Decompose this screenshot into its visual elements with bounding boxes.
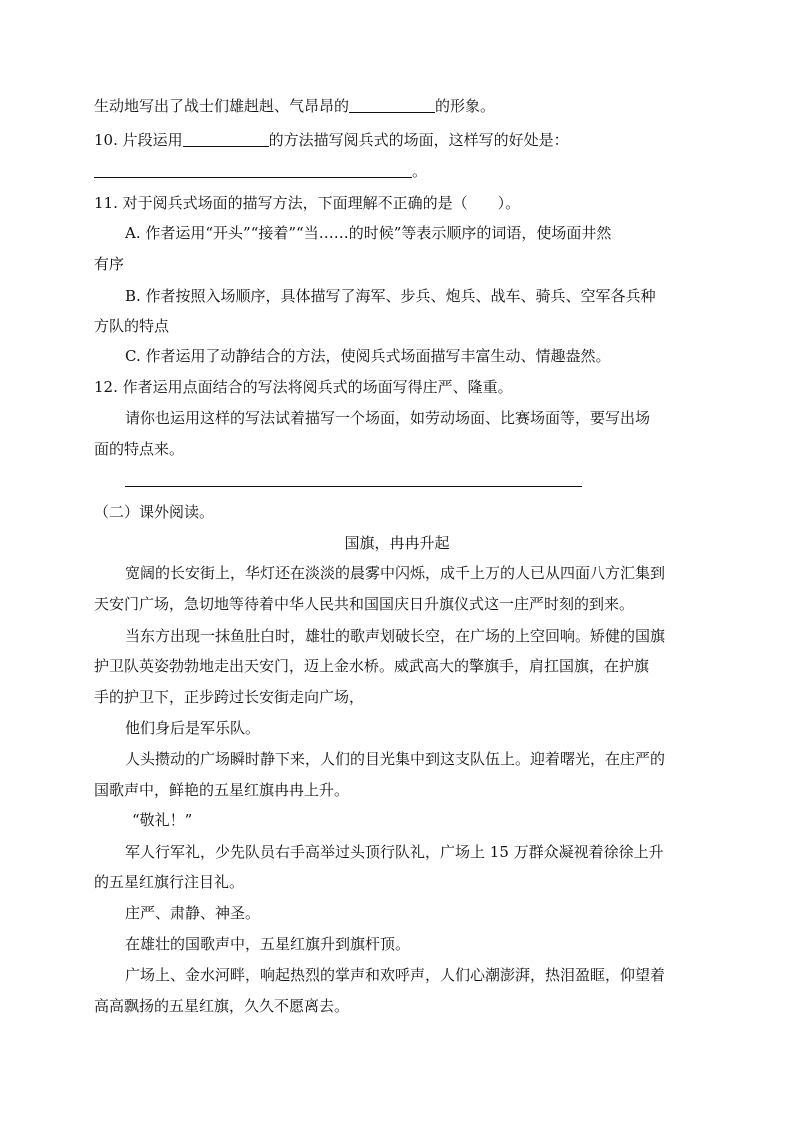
- passage-line: “敬礼！”: [132, 811, 193, 829]
- passage-line: 军人行军礼，少先队员右手高举过头顶行队礼，广场上 15 万群众凝视着徐徐上升: [125, 843, 664, 861]
- q9-text-before-blank: 生动地写出了战士们雄赳赳、气昂昂的: [94, 97, 350, 115]
- passage-line: 庄严、肃静、神圣。: [125, 904, 261, 922]
- q11-option-a: A. 作者运用“开头”“接着”“当……的时候”等表示顺序的词语，使场面井然: [125, 224, 612, 242]
- q12-stem: 12. 作者运用点面结合的写法将阅兵式的场面写得庄严、隆重。: [94, 378, 513, 396]
- passage-line: 广场上、金水河畔，响起热烈的掌声和欢呼声，人们心潮澎湃，热泪盈眶，仰望着: [125, 966, 666, 984]
- q11-option-c: C. 作者运用了动静结合的方法，使阅兵式场面描写丰富生动、情趣盎然。: [125, 347, 611, 365]
- section-heading: （二）课外阅读。: [94, 503, 215, 521]
- q10-benefit-blank[interactable]: [94, 177, 412, 178]
- q12-prompt: 请你也运用这样的写法试着描写一个场面，如劳动场面、比赛场面等，要写出场: [125, 409, 651, 427]
- q10-method-blank[interactable]: [183, 146, 269, 147]
- q11-stem: 11. 对于阅兵式场面的描写方法，下面理解不正确的是（ ）。: [94, 194, 521, 212]
- passage-line: 在雄壮的国歌声中，五星红旗升到旗杆顶。: [125, 935, 411, 953]
- q11-option-b: B. 作者按照入场顺序，具体描写了海军、步兵、炮兵、战车、骑兵、空军各兵种: [125, 287, 656, 305]
- passage-line: 宽阔的长安街上，华灯还在淡淡的晨雾中闪烁，成千上万的人已从四面八方汇集到: [125, 564, 666, 582]
- q10-text-before-blank: 10. 片段运用: [94, 131, 183, 149]
- q9-answer-blank[interactable]: [349, 112, 435, 113]
- q10-text-after-blank: 的方法描写阅兵式的场面，这样写的好处是：: [268, 131, 569, 149]
- passage-line: 国歌声中，鲜艳的五星红旗冉冉上升。: [94, 781, 350, 799]
- passage-line: 当东方出现一抹鱼肚白时，雄壮的歌声划破长空，在广场的上空回响。矫健的国旗: [125, 627, 666, 645]
- passage-line: 的五星红旗行注目礼。: [94, 873, 245, 891]
- passage-line: 高高飘扬的五星红旗，久久不愿离去。: [94, 997, 350, 1015]
- q10-period: 。: [412, 162, 428, 180]
- passage-title: 国旗，冉冉升起: [344, 534, 450, 552]
- passage-line: 天安门广场，急切地等待着中华人民共和国国庆日升旗仪式这一庄严时刻的到来。: [94, 595, 635, 613]
- q11-option-a-cont: 有序: [94, 255, 125, 273]
- q9-text-after-blank: 的形象。: [435, 97, 496, 115]
- passage-line: 护卫队英姿勃勃地走出天安门，迈上金水桥。威武高大的擎旗手，肩扛国旗，在护旗: [94, 657, 650, 675]
- q10-answer-line: [94, 161, 427, 181]
- q12-prompt-cont: 面的特点来。: [94, 440, 185, 458]
- q11-option-b-cont: 方队的特点: [94, 317, 170, 335]
- passage-line: 手的护卫下，正步跨过长安街走向广场，: [94, 688, 365, 706]
- q10-line: [94, 130, 569, 150]
- q9-line: [94, 96, 495, 116]
- q12-answer-line[interactable]: [125, 486, 582, 487]
- passage-line: 人头攒动的广场瞬时静下来，人们的目光集中到这支队伍上。迎着曙光，在庄严的: [125, 750, 666, 768]
- passage-line: 他们身后是军乐队。: [125, 719, 261, 737]
